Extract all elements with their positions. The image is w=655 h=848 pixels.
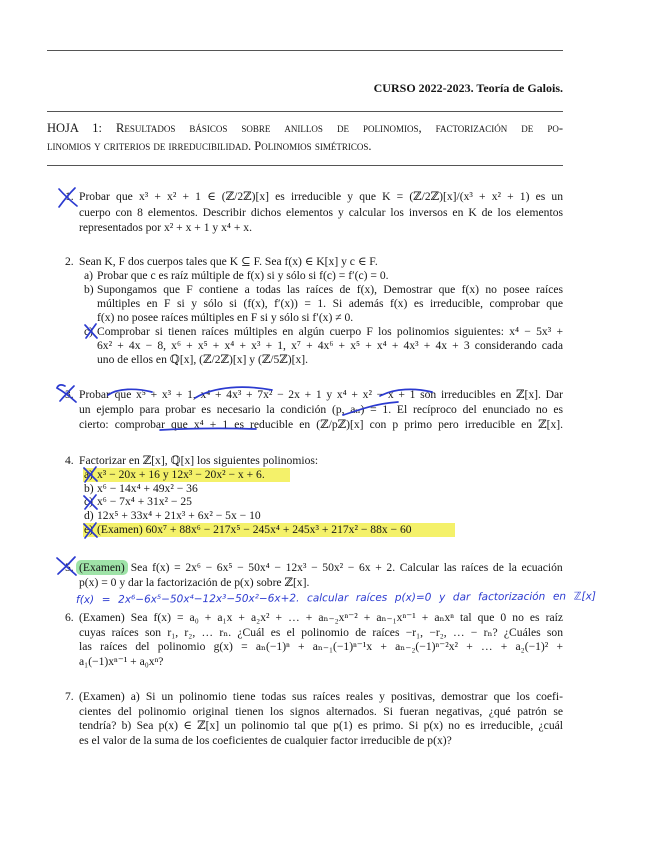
text-line: f(x) no posee raíces múltiples en F si y sólo si f′(x) ≠ 0. (97, 311, 354, 324)
top-rule (47, 50, 563, 51)
title-top-rule (47, 111, 563, 112)
exercise-text (79, 189, 563, 236)
exercise-4 (65, 454, 563, 537)
text-line: p(x) = 0 y dar la factorización de p(x) sobre ℤ[x]. (79, 575, 310, 589)
course-title: CURSO 2022-2023. Teoría de Galois. (373, 81, 563, 95)
sheet-title-line: linomios y criterios de irreducibilidad. Polinomios simétricos. (47, 139, 372, 153)
exercise-intro (79, 454, 563, 468)
exercise-text (79, 387, 563, 432)
exercise-item-c (65, 325, 563, 367)
item-label: a) (84, 467, 94, 481)
text-line: Supongamos que F contiene a todas las raíces de f(x), Demostrar que f(x) no posee raíces (97, 283, 563, 296)
text-line: Probar que x³ + x² + 1 ∈ (ℤ/2ℤ)[x] es irreducible y que K = (ℤ/2ℤ)[x]/(x³ + x² + 1) es un (79, 190, 563, 203)
handwritten-note: f(x) = 2x⁶−6x⁵−50x⁴−12x³−50x²−6x+2. calcular raíces p(x)=0 y dar factorización en ℤ[x] (75, 590, 596, 606)
exercise-1 (65, 189, 563, 236)
polynomial-text: x⁶ − 14x⁴ + 49x² − 36 (97, 481, 198, 495)
text-line: representados por x² + x + 1 y x⁴ + x. (79, 221, 252, 234)
title-bottom-rule (47, 165, 563, 166)
exercise-7 (65, 690, 563, 749)
item-label: b) (84, 283, 94, 296)
text-line: las raíces del polinomio g(x) = aₙ(−1)ⁿ + aₙ₋₁(−1)ⁿ⁻¹x + aₙ₋₂(−1)ⁿ⁻²x² + … + a₂(−1)² + (79, 640, 563, 654)
exercise-5 (65, 560, 563, 590)
item-label: b) (84, 481, 94, 495)
text-line: Comprobar si tienen raíces múltiples en algún cuerpo F los polinomios siguientes: x⁴ − 5x³ + (97, 325, 563, 338)
text-line: 6x² + 4x − 8, x⁶ + x⁵ + x⁴ + x³ + 1, x⁷ + 4x⁶ + x⁵ + x⁴ + 4x³ + 4x + 3 considerando cada (97, 339, 563, 352)
exercise-text (79, 560, 563, 590)
exercise-number: 2. (65, 255, 74, 268)
text-line: Sea f(x) = 2x⁶ − 6x⁵ − 50x⁴ − 12x³ − 50x² − 6x + 2. Calcular las raíces de la ecuación (130, 560, 563, 574)
text-line: cuerpo con 8 elementos. Describir dichos elementos y calcular los inversos en K de los elementos (79, 205, 563, 219)
text-line: (Examen) Sea f(x) = a₀ + a₁x + a₂x² + … + aₙ₋₂xⁿ⁻² + aₙ₋₁xⁿ⁻¹ + aₙxⁿ tal que 0 no es raíz (79, 611, 563, 624)
exercise-number: 7. (65, 690, 74, 703)
text-line: es el valor de la suma de los coeficientes de cualquier factor irreducible de p(x)? (79, 734, 452, 748)
sheet-title (47, 119, 563, 155)
item-label: e) (84, 522, 94, 536)
exercise-item-b (65, 482, 563, 496)
exercise-text (79, 690, 563, 749)
text-line: cientes del polinomio original tienen los signos alternados. Si fueran negativas, ¿qué patrón se (79, 704, 563, 718)
exercise-item-c (65, 495, 563, 509)
text-line: Sean K, F dos cuerpos tales que K ⊆ F. Sea f(x) ∈ K[x] y c ∈ F. (79, 255, 378, 268)
polynomial-text: x⁶ − 7x⁴ + 31x² − 25 (97, 495, 192, 509)
polynomial-text: 12x⁵ + 33x⁴ + 21x³ + 6x² − 5x − 10 (97, 509, 261, 523)
item-label: d) (84, 509, 94, 523)
text-line: uno de ellos en ℚ[x], (ℤ/2ℤ)[x] y (ℤ/5ℤ)[x]. (97, 353, 309, 366)
text-line: un ejemplo para probar es necesario la condición (p, aₙ) = 1. El recíproco del enunciado no es (79, 402, 563, 416)
text-line: Probar que c es raíz múltiple de f(x) si y sólo si f(c) = f′(c) = 0. (97, 269, 389, 282)
sheet-title-line: HOJA 1: Resultados básicos sobre anillos de polinomios, factorización de po- (47, 121, 563, 135)
exercise-number: 1. (65, 190, 74, 203)
exam-tag-highlight: (Examen) (76, 560, 128, 575)
exercise-6 (65, 611, 563, 669)
text-line: a₁(−1)xⁿ⁻¹ + a₀xⁿ? (79, 654, 164, 668)
text-line: (Examen) a) Si un polinomio tiene todas sus raíces reales y positivas, demostrar que los coefi- (79, 690, 563, 703)
text-line: Factorizar en ℤ[x], ℚ[x] los siguientes polinomios: (79, 454, 319, 467)
text-line: cuyas raíces son r₁, r₂, … rₙ. ¿Cuál es el polinomio de raíces −r₁, −r₂, … − rₙ? ¿Cuáles son (79, 625, 563, 639)
exercise-intro (79, 255, 563, 269)
exercise-text (79, 611, 563, 669)
exercise-item-b (65, 283, 563, 325)
text-line: tendría? b) Sea p(x) ∈ ℤ[x] un polinomio tal que p(1) es primo. Si p(x) no es irreducible, ¿cuál (79, 719, 563, 733)
text-line: cierto: comprobar que x⁴ + 1 es reducible en (ℤ/pℤ)[x] con p primo pero irreducible en ℤ[x]. (79, 417, 563, 431)
exercise-item-a (65, 269, 563, 283)
item-label: c) (84, 325, 94, 338)
exercise-number: 5. (65, 560, 74, 574)
text-line: Probar que x⁵ + x³ + 1, x⁴ + 4x³ + 7x² − 2x + 1 y x⁴ + x² − x + 1 son irreducibles en ℤ[x]. Dar (79, 387, 563, 401)
exercise-item-d (65, 509, 563, 523)
text-line: múltiples en F si y sólo si (f(x), f′(x)) = 1. Si además f(x) es irreducible, comprobar que (97, 297, 563, 310)
exercise-3 (65, 387, 563, 432)
exercise-item-a (65, 468, 563, 482)
item-label: c) (84, 495, 94, 509)
item-label: a) (84, 269, 94, 282)
exercise-2 (65, 255, 563, 367)
polynomial-text: x³ − 20x + 16 y 12x³ − 20x² − x + 6. (97, 467, 265, 481)
exercise-number: 4. (65, 454, 74, 467)
exercise-item-e (65, 523, 563, 537)
exercise-number: 6. (65, 611, 74, 624)
polynomial-text: (Examen) 60x⁷ + 88x⁶ − 217x⁵ − 245x⁴ + 245x³ + 217x² − 88x − 60 (97, 522, 412, 536)
exercise-number: 3. (65, 387, 74, 401)
